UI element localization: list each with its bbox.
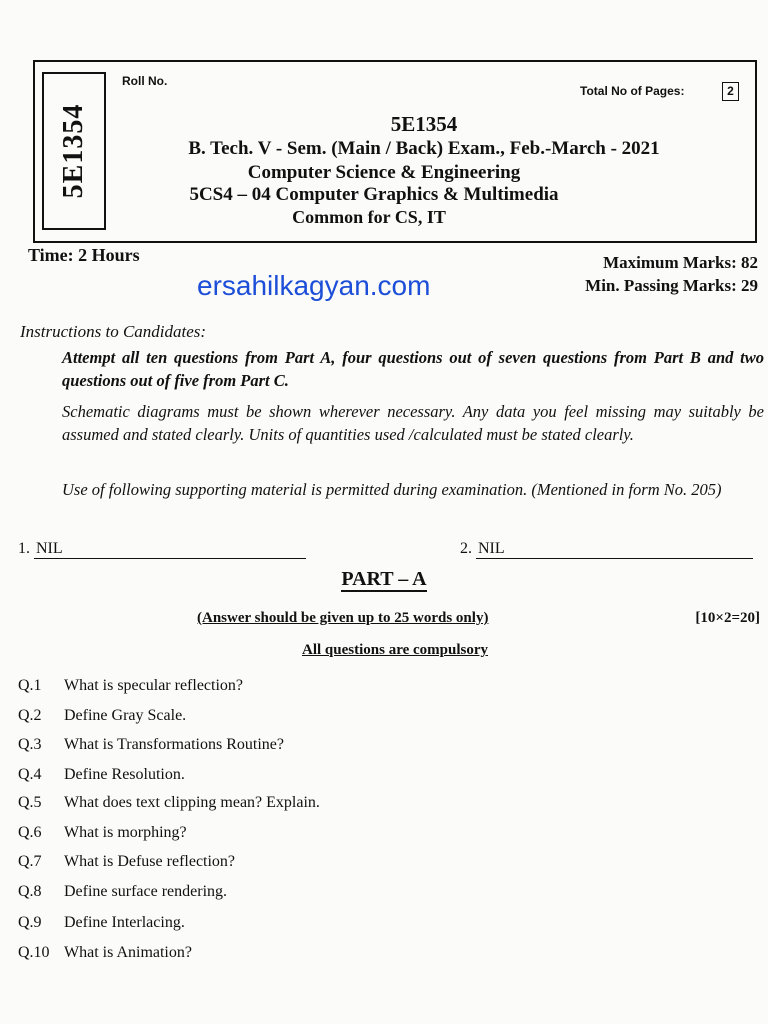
watermark-link[interactable]: ersahilkagyan.com xyxy=(197,270,431,301)
material-2 xyxy=(460,540,753,559)
instruction-line-3: Use of following supporting material is permitted during examination. (Mentioned in form No. 205) xyxy=(62,480,722,499)
part-a-title: PART – A xyxy=(341,568,427,590)
question-text: Define surface rendering. xyxy=(64,883,228,900)
roll-no-label: Roll No. xyxy=(122,74,168,88)
question-number: Q.2 xyxy=(18,707,42,724)
question-text: What is morphing? xyxy=(64,824,187,841)
total-pages-box: 2 xyxy=(722,82,739,101)
compulsory-note: All questions are compulsory xyxy=(302,642,488,658)
question-item xyxy=(18,736,284,754)
instruction-line-1: Attempt all ten questions from Part A, four questions out of seven questions from Part B and two questions out of five from Part C. xyxy=(62,348,764,390)
part-a-heading xyxy=(0,568,768,591)
part-a-marks: [10×2=20] xyxy=(695,610,760,626)
question-item xyxy=(18,944,192,962)
question-item xyxy=(18,914,185,932)
question-text: Define Resolution. xyxy=(64,766,185,783)
question-item xyxy=(18,707,186,725)
instruction-line-2: Schematic diagrams must be shown wherever necessary. Any data you feel missing may suitably be assumed and stated clearly. Units of quantities used /calculated must be stated clearly. xyxy=(62,402,764,444)
material-1-value: NIL xyxy=(34,540,306,559)
question-number: Q.10 xyxy=(18,944,50,961)
question-number: Q.7 xyxy=(18,853,42,870)
question-item xyxy=(18,794,320,812)
question-text: What is specular reflection? xyxy=(64,677,244,694)
material-2-value: NIL xyxy=(476,540,753,559)
answer-length-note: (Answer should be given up to 25 words only) xyxy=(197,610,489,626)
material-1-number: 1. xyxy=(18,540,30,557)
question-number: Q.4 xyxy=(18,766,42,783)
question-number: Q.5 xyxy=(18,794,42,811)
paper-code-vertical: 5E1354 xyxy=(58,103,89,199)
question-text: What does text clipping mean? Explain. xyxy=(64,794,320,811)
branch-title: Computer Science & Engineering xyxy=(247,162,521,183)
question-number: Q.8 xyxy=(18,883,42,900)
question-number: Q.6 xyxy=(18,824,42,841)
question-number: Q.9 xyxy=(18,914,42,931)
question-item xyxy=(18,824,187,842)
maximum-marks: Maximum Marks: 82 xyxy=(603,253,758,272)
material-2-number: 2. xyxy=(460,540,472,557)
question-item xyxy=(18,766,185,784)
exam-title: B. Tech. V - Sem. (Main / Back) Exam., Feb.-March - 2021 xyxy=(188,138,660,159)
question-number: Q.1 xyxy=(18,677,42,694)
question-item xyxy=(18,677,243,695)
question-text: Define Gray Scale. xyxy=(64,707,187,724)
total-pages-label: Total No of Pages: xyxy=(580,84,685,98)
paper-code: 5E1354 xyxy=(390,112,458,136)
min-passing-marks: Min. Passing Marks: 29 xyxy=(585,276,758,295)
instructions-title: Instructions to Candidates: xyxy=(20,322,207,341)
question-text: What is Animation? xyxy=(64,944,192,961)
question-text: What is Transformations Routine? xyxy=(64,736,284,753)
material-1 xyxy=(18,540,306,559)
common-for: Common for CS, IT xyxy=(292,207,446,227)
question-text: Define Interlacing. xyxy=(64,914,185,931)
question-text: What is Defuse reflection? xyxy=(64,853,236,870)
question-item xyxy=(18,853,235,871)
question-item xyxy=(18,883,227,901)
subject-title: 5CS4 – 04 Computer Graphics & Multimedia xyxy=(189,184,559,205)
question-number: Q.3 xyxy=(18,736,42,753)
exam-time: Time: 2 Hours xyxy=(28,245,140,265)
